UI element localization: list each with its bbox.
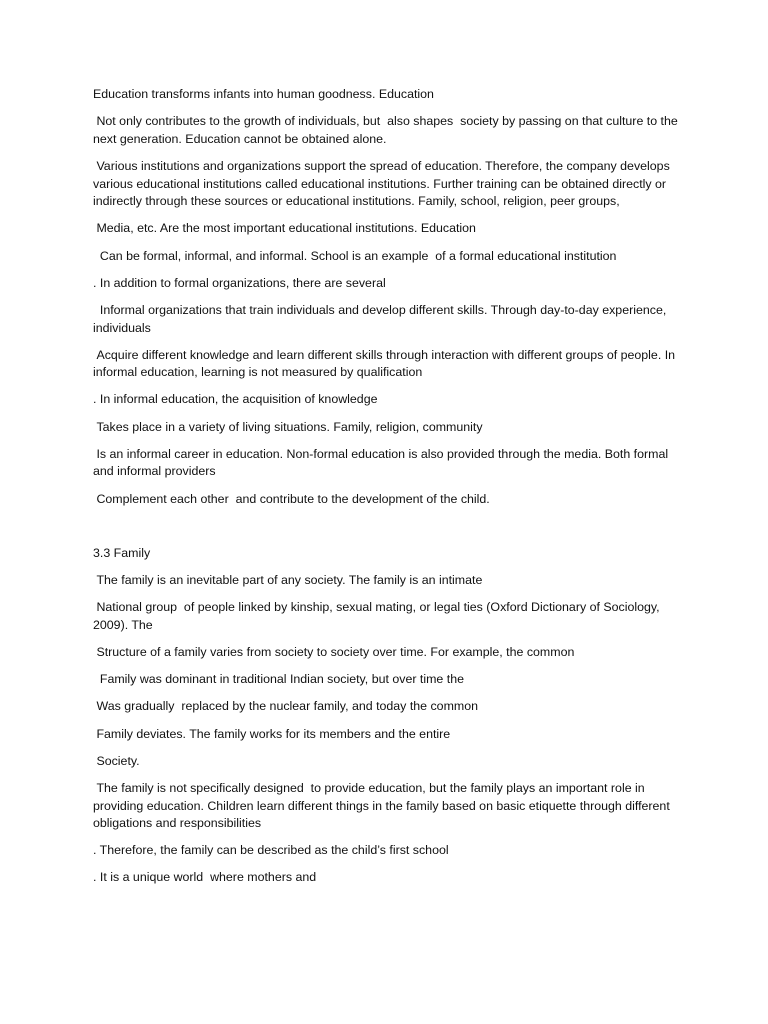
paragraph: Media, etc. Are the most important educational institutions. Education — [93, 221, 476, 236]
paragraph: The family is not specifically designed to provide education, but the family plays an important role in providing education. Children learn different things in the family based on basic etiquette through different obligations and responsibilities — [93, 780, 674, 831]
section-spacer — [93, 518, 683, 545]
paragraph: . Therefore, the family can be described as the child’s first school — [93, 843, 449, 858]
paragraph: Informal organizations that train individuals and develop different skills. Through day-to-day experience, individuals — [93, 302, 670, 335]
paragraph: Complement each other and contribute to the development of the child. — [93, 491, 490, 506]
paragraph: . In addition to formal organizations, there are several — [93, 275, 386, 290]
section-heading: 3.3 Family — [93, 545, 151, 560]
paragraph: . It is a unique world where mothers and — [93, 870, 317, 885]
document-page — [93, 86, 683, 897]
paragraph: . In informal education, the acquisition of knowledge — [93, 392, 378, 407]
paragraph: Society. — [93, 753, 140, 768]
paragraph: Education transforms infants into human goodness. Education — [93, 87, 434, 101]
paragraph: Is an informal career in education. Non-formal education is also provided through the media. Both formal and informal providers — [93, 446, 672, 479]
paragraph: Can be formal, informal, and informal. School is an example of a formal educational institution — [93, 248, 617, 263]
paragraph: The family is an inevitable part of any society. The family is an intimate — [93, 573, 483, 587]
paragraph: Family deviates. The family works for its members and the entire — [93, 726, 451, 741]
paragraph: Structure of a family varies from society to society over time. For example, the common — [93, 644, 575, 659]
paragraph: Various institutions and organizations support the spread of education. Therefore, the company develops various educational institutions called educational institutions. Further training can be obtained directly or indirectly through these sources or educational institutions. Family, school, religion, peer groups, — [93, 158, 674, 209]
paragraph: Acquire different knowledge and learn different skills through interaction with different groups of people. In informal education, learning is not measured by qualification — [93, 347, 679, 380]
paragraph: Takes place in a variety of living situations. Family, religion, community — [93, 419, 483, 434]
paragraph: Not only contributes to the growth of individuals, but also shapes society by passing on that culture to the next generation. Education cannot be obtained alone. — [93, 114, 682, 146]
paragraph: Was gradually replaced by the nuclear family, and today the common — [93, 699, 479, 714]
paragraph: Family was dominant in traditional Indian society, but over time the — [93, 672, 464, 687]
paragraph: National group of people linked by kinship, sexual mating, or legal ties (Oxford Dictionary of Sociology, 2009). The — [93, 600, 664, 632]
